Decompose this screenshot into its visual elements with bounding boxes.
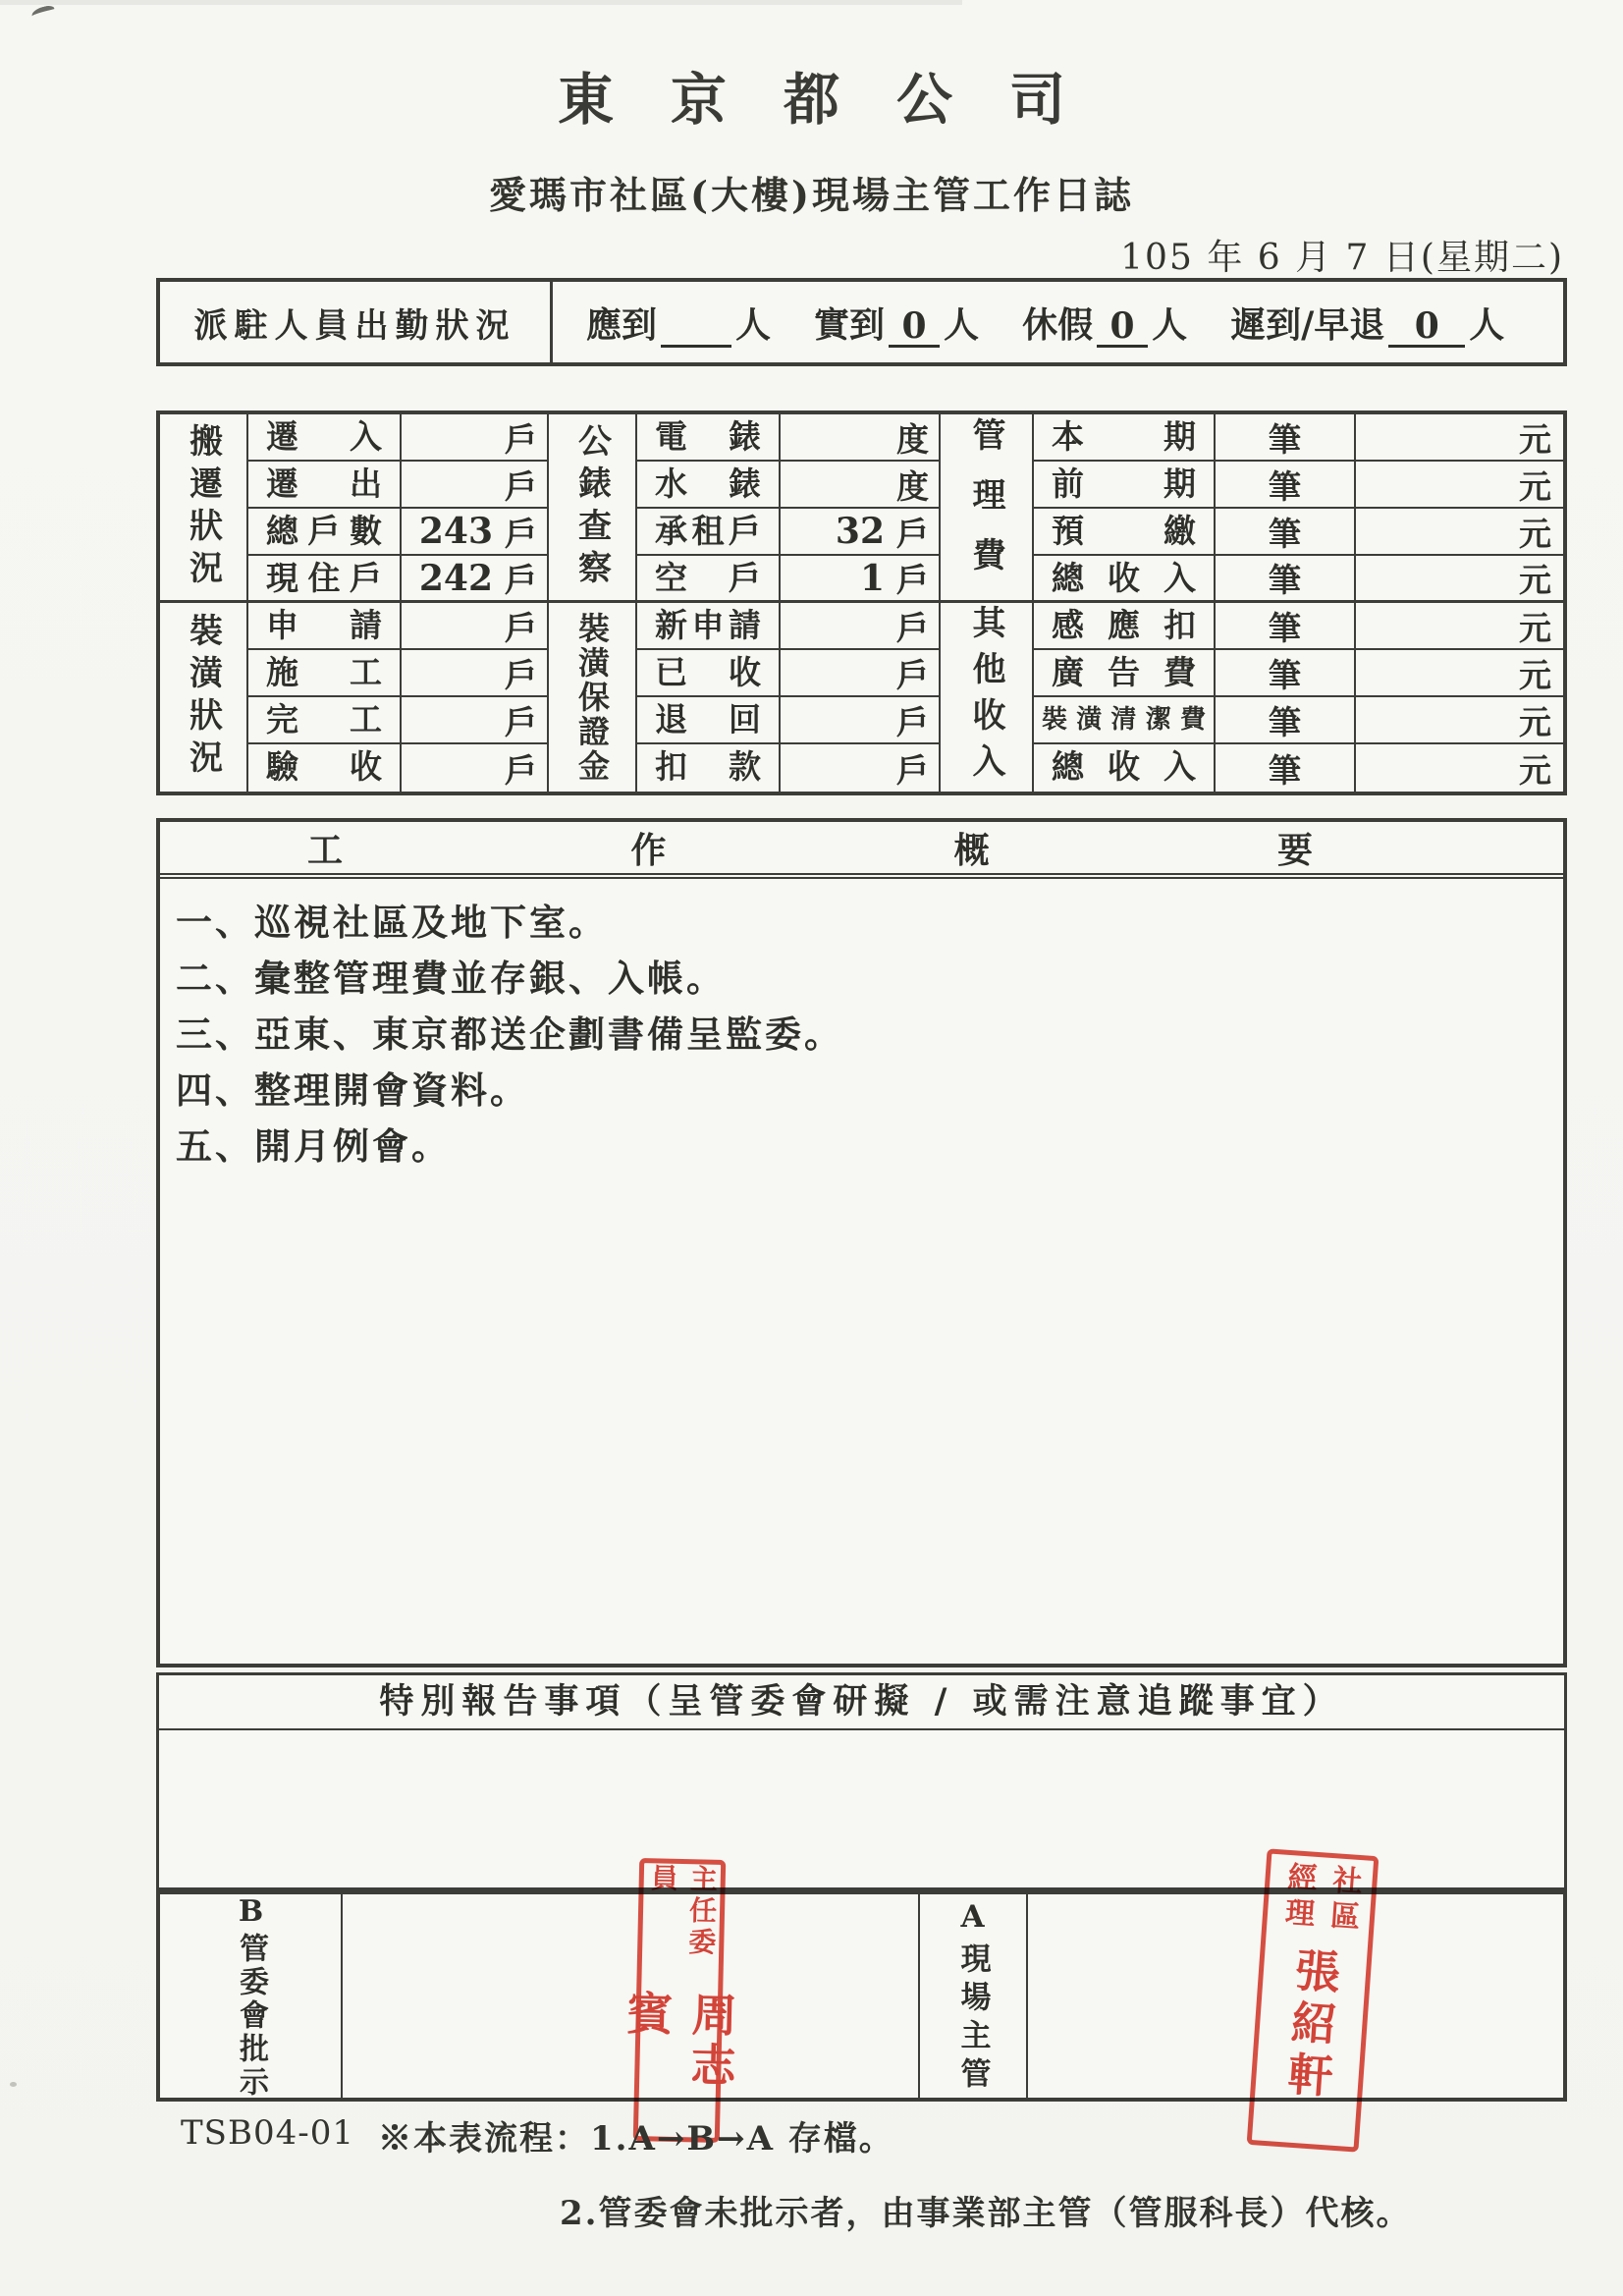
stat-value-cell [402,556,549,603]
stat-unit: 戶 [896,750,929,790]
stat-unit: 筆 [1269,655,1301,694]
stat-label: 施 工 [248,650,402,697]
section-header-renovation: 裝潢狀況 [160,603,248,792]
stat-value-cell [402,744,549,792]
stat-unit: 筆 [1269,702,1301,741]
approval-stamp-chairman [620,1858,739,2143]
section-header-deposit: 裝潢保證金 [549,603,637,792]
field-unit: 人 [735,303,772,346]
stat-unit-cell [1356,697,1563,744]
stat-unit: 戶 [505,655,537,694]
field-unit: 人 [944,303,980,346]
stat-value-cell [781,509,941,556]
field-unit: 人 [1469,303,1505,346]
scan-edge-band [0,0,962,5]
work-summary-section [156,818,1567,1667]
stat-label: 現住戶 [248,556,402,603]
stat-value-cell [402,414,549,462]
stat-unit: 戶 [505,750,537,790]
stat-unit: 度 [896,419,929,459]
header-char: 工 [307,829,344,871]
stat-value-cell [402,650,549,697]
stat-unit: 戶 [505,419,537,459]
stat-unit: 元 [1519,750,1551,790]
stat-label: 新申請 [637,603,781,650]
stat-value-cell [781,462,941,509]
stat-unit-cell [1356,744,1563,792]
section-header-other-income: 其他收入 [941,603,1034,792]
field-blank [661,345,731,348]
stat-value-cell [402,462,549,509]
stat-unit-cell [1216,697,1356,744]
stat-label: 電 錶 [637,414,781,462]
stat-unit: 筆 [1269,514,1301,553]
stat-unit-cell [1216,556,1356,603]
stat-value: 243 [418,511,493,552]
stat-value: 1 [859,557,885,599]
work-summary-body [160,879,1563,1175]
stat-unit-cell [1216,509,1356,556]
special-report-header: 特別報告事項（呈管委會研擬 / 或需注意追蹤事宜） [159,1675,1564,1730]
work-item: 五、開月例會。 [176,1124,451,1168]
stat-label: 總收入 [1034,556,1216,603]
form-code: TSB04-01 [181,2113,354,2153]
stat-unit-cell [1356,414,1563,462]
stat-label: 裝潢清潔費 [1034,697,1216,744]
stat-label: 退 回 [637,697,781,744]
attendance-field-actual [814,298,979,348]
stat-label: 申 請 [248,603,402,650]
footer-note-substitute: 2.管委會未批示者，由事業部主管（管服科長）代核。 [560,2194,1412,2233]
stat-label: 感應扣 [1034,603,1216,650]
stat-label: 總收入 [1034,744,1216,792]
log-date: 105 年 6 月 7 日(星期二) [1120,238,1564,278]
stat-value: 242 [418,557,493,599]
field-blank: 0 [1097,307,1148,348]
stat-unit: 戶 [505,561,537,599]
field-name: 遲到/早退 [1230,303,1385,346]
stamp-title: 主任委員 [646,1863,720,1959]
approval-stamp-manager [1247,1848,1380,2152]
site-supervisor-label: A現場主管 [920,1894,1028,2100]
stat-unit: 戶 [896,702,929,741]
form-subtitle: 愛瑪市社區(大樓)現場主管工作日誌 [489,173,1134,217]
stat-unit: 筆 [1269,419,1301,459]
stat-unit: 戶 [505,466,537,506]
stat-label: 扣 款 [637,744,781,792]
section-header-mgmt-fee: 管理費 [941,414,1034,603]
stat-unit: 戶 [505,702,537,741]
company-title: 東京都公司 [558,67,1122,133]
work-summary-header [160,822,1563,879]
stat-unit-cell [1356,603,1563,650]
committee-approval-label: B管委會批示 [160,1894,343,2100]
stat-unit: 度 [896,466,929,506]
stat-unit: 元 [1519,466,1551,506]
stat-label: 空 戶 [637,556,781,603]
stat-label: 前 期 [1034,462,1216,509]
statistics-table [156,410,1567,795]
stat-unit: 元 [1519,702,1551,741]
stat-unit-cell [1216,414,1356,462]
stat-unit-cell [1216,603,1356,650]
stat-label: 遷 入 [248,414,402,462]
stamp-name: 張紹軒 [1278,1945,1343,2105]
attendance-values [553,282,1563,362]
stat-value-cell [781,414,941,462]
stat-unit: 元 [1519,419,1551,459]
header-char: 作 [630,829,667,871]
stat-unit-cell [1356,650,1563,697]
work-item: 一、巡視社區及地下室。 [176,901,608,944]
stamp-name: 周志賓 [620,1989,739,2093]
stat-unit: 戶 [896,561,929,599]
footer-note-flow: ※本表流程：1.A→B→A 存檔。 [378,2119,894,2159]
stat-unit-cell [1216,462,1356,509]
attendance-field-leave [1022,298,1187,348]
field-name: 應到 [586,303,658,346]
stat-label: 總戶數 [248,509,402,556]
stat-label: 水 錶 [637,462,781,509]
scan-pen-mark [30,4,56,20]
attendance-field-late [1230,298,1504,348]
stat-unit: 筆 [1269,561,1301,599]
stat-label: 完 工 [248,697,402,744]
stat-unit-cell [1356,556,1563,603]
stat-value: 32 [835,511,885,552]
stat-unit: 元 [1519,514,1551,553]
stat-label: 本 期 [1034,414,1216,462]
field-name: 實到 [814,303,886,346]
stat-value-cell [402,603,549,650]
section-header-meters: 公錶查察 [549,414,637,603]
field-name: 休假 [1022,303,1094,346]
section-header-moving: 搬遷狀況 [160,414,248,603]
stat-unit: 戶 [896,608,929,647]
stat-value-cell [402,509,549,556]
stat-unit: 筆 [1269,608,1301,647]
stat-unit-cell [1356,462,1563,509]
stat-value-cell [781,697,941,744]
stat-unit: 筆 [1269,466,1301,506]
attendance-field-expected [586,298,771,348]
stat-label: 廣告費 [1034,650,1216,697]
stat-unit: 元 [1519,608,1551,647]
work-item: 四、整理開會資料。 [176,1068,529,1112]
stat-value-cell [781,744,941,792]
stamp-title: 社區經理 [1277,1860,1363,1938]
stat-unit-cell [1216,650,1356,697]
stat-value-cell [781,603,941,650]
stat-unit: 元 [1519,561,1551,599]
stat-label: 遷 出 [248,462,402,509]
header-char: 概 [953,829,990,871]
stat-label: 預 繳 [1034,509,1216,556]
stat-label: 驗 收 [248,744,402,792]
stat-unit-cell [1356,509,1563,556]
stat-unit: 戶 [505,514,537,553]
field-blank: 0 [889,307,940,348]
stat-value-cell [402,697,549,744]
stat-unit: 筆 [1269,750,1301,790]
work-item: 三、亞東、東京都送企劃書備呈監委。 [176,1012,843,1056]
scan-speck [10,2082,17,2087]
stat-unit: 元 [1519,655,1551,694]
work-item: 二、彙整管理費並存銀、入帳。 [176,957,726,1000]
stat-label: 已 收 [637,650,781,697]
stat-unit-cell [1216,744,1356,792]
stat-value-cell [781,650,941,697]
field-blank: 0 [1388,307,1465,348]
header-char: 要 [1276,829,1313,871]
attendance-label: 派駐人員出勤狀況 [160,282,553,362]
stat-unit: 戶 [896,514,929,553]
stat-label: 承租戶 [637,509,781,556]
attendance-table [156,278,1567,366]
stat-value-cell [781,556,941,603]
stat-unit: 戶 [505,608,537,647]
stat-unit: 戶 [896,655,929,694]
field-unit: 人 [1152,303,1188,346]
